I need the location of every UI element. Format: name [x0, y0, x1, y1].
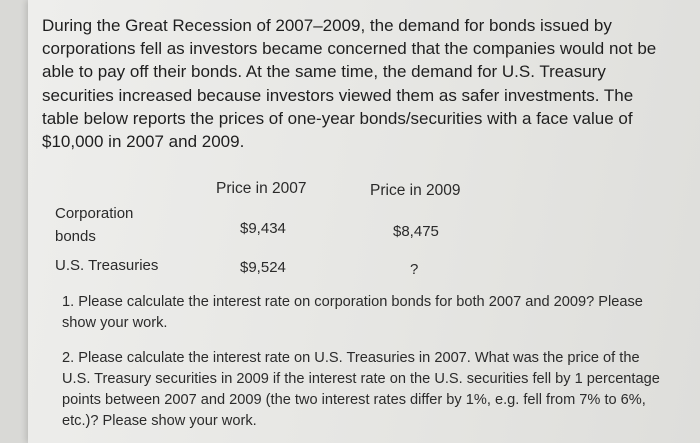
header-price-2009: Price in 2009 — [370, 182, 461, 199]
row-label-line2: bonds — [55, 228, 96, 245]
intro-paragraph: During the Great Recession of 2007–2009, the demand for bonds issued by corporations fell as investors became concerned that the companies would not be able to pay off their bonds. At the same time, the demand for U.S. Treasury securities increased because investors viewed them as safer investments. The table below reports the prices of one-year bonds/securities with a face value of $10,000 in 2007 and 2009. — [42, 16, 657, 152]
header-price-2007: Price in 2007 — [216, 180, 307, 197]
price-2009-cell: $8,475 — [393, 223, 439, 240]
price-2007-cell: $9,524 — [240, 259, 286, 276]
question-2: 2. Please calculate the interest rate on U.S. Treasuries in 2007. What was the price of the U.S. Treasury securities in 2009 if the interest rate on the U.S. securities fell by 1 percentage points between 2007 and 2009 (the two interest rates differ by 1%, e.g. fell from 7% to 6%, etc.)? Please show your work. — [62, 350, 660, 429]
price-2009-cell: ? — [410, 261, 419, 278]
row-label-line1: U.S. Treasuries — [55, 257, 159, 274]
row-label-line1: Corporation — [55, 205, 134, 222]
question-1: 1. Please calculate the interest rate on corporation bonds for both 2007 and 2009? Please show your work. — [62, 294, 643, 331]
price-2007-cell: $9,434 — [240, 220, 286, 237]
